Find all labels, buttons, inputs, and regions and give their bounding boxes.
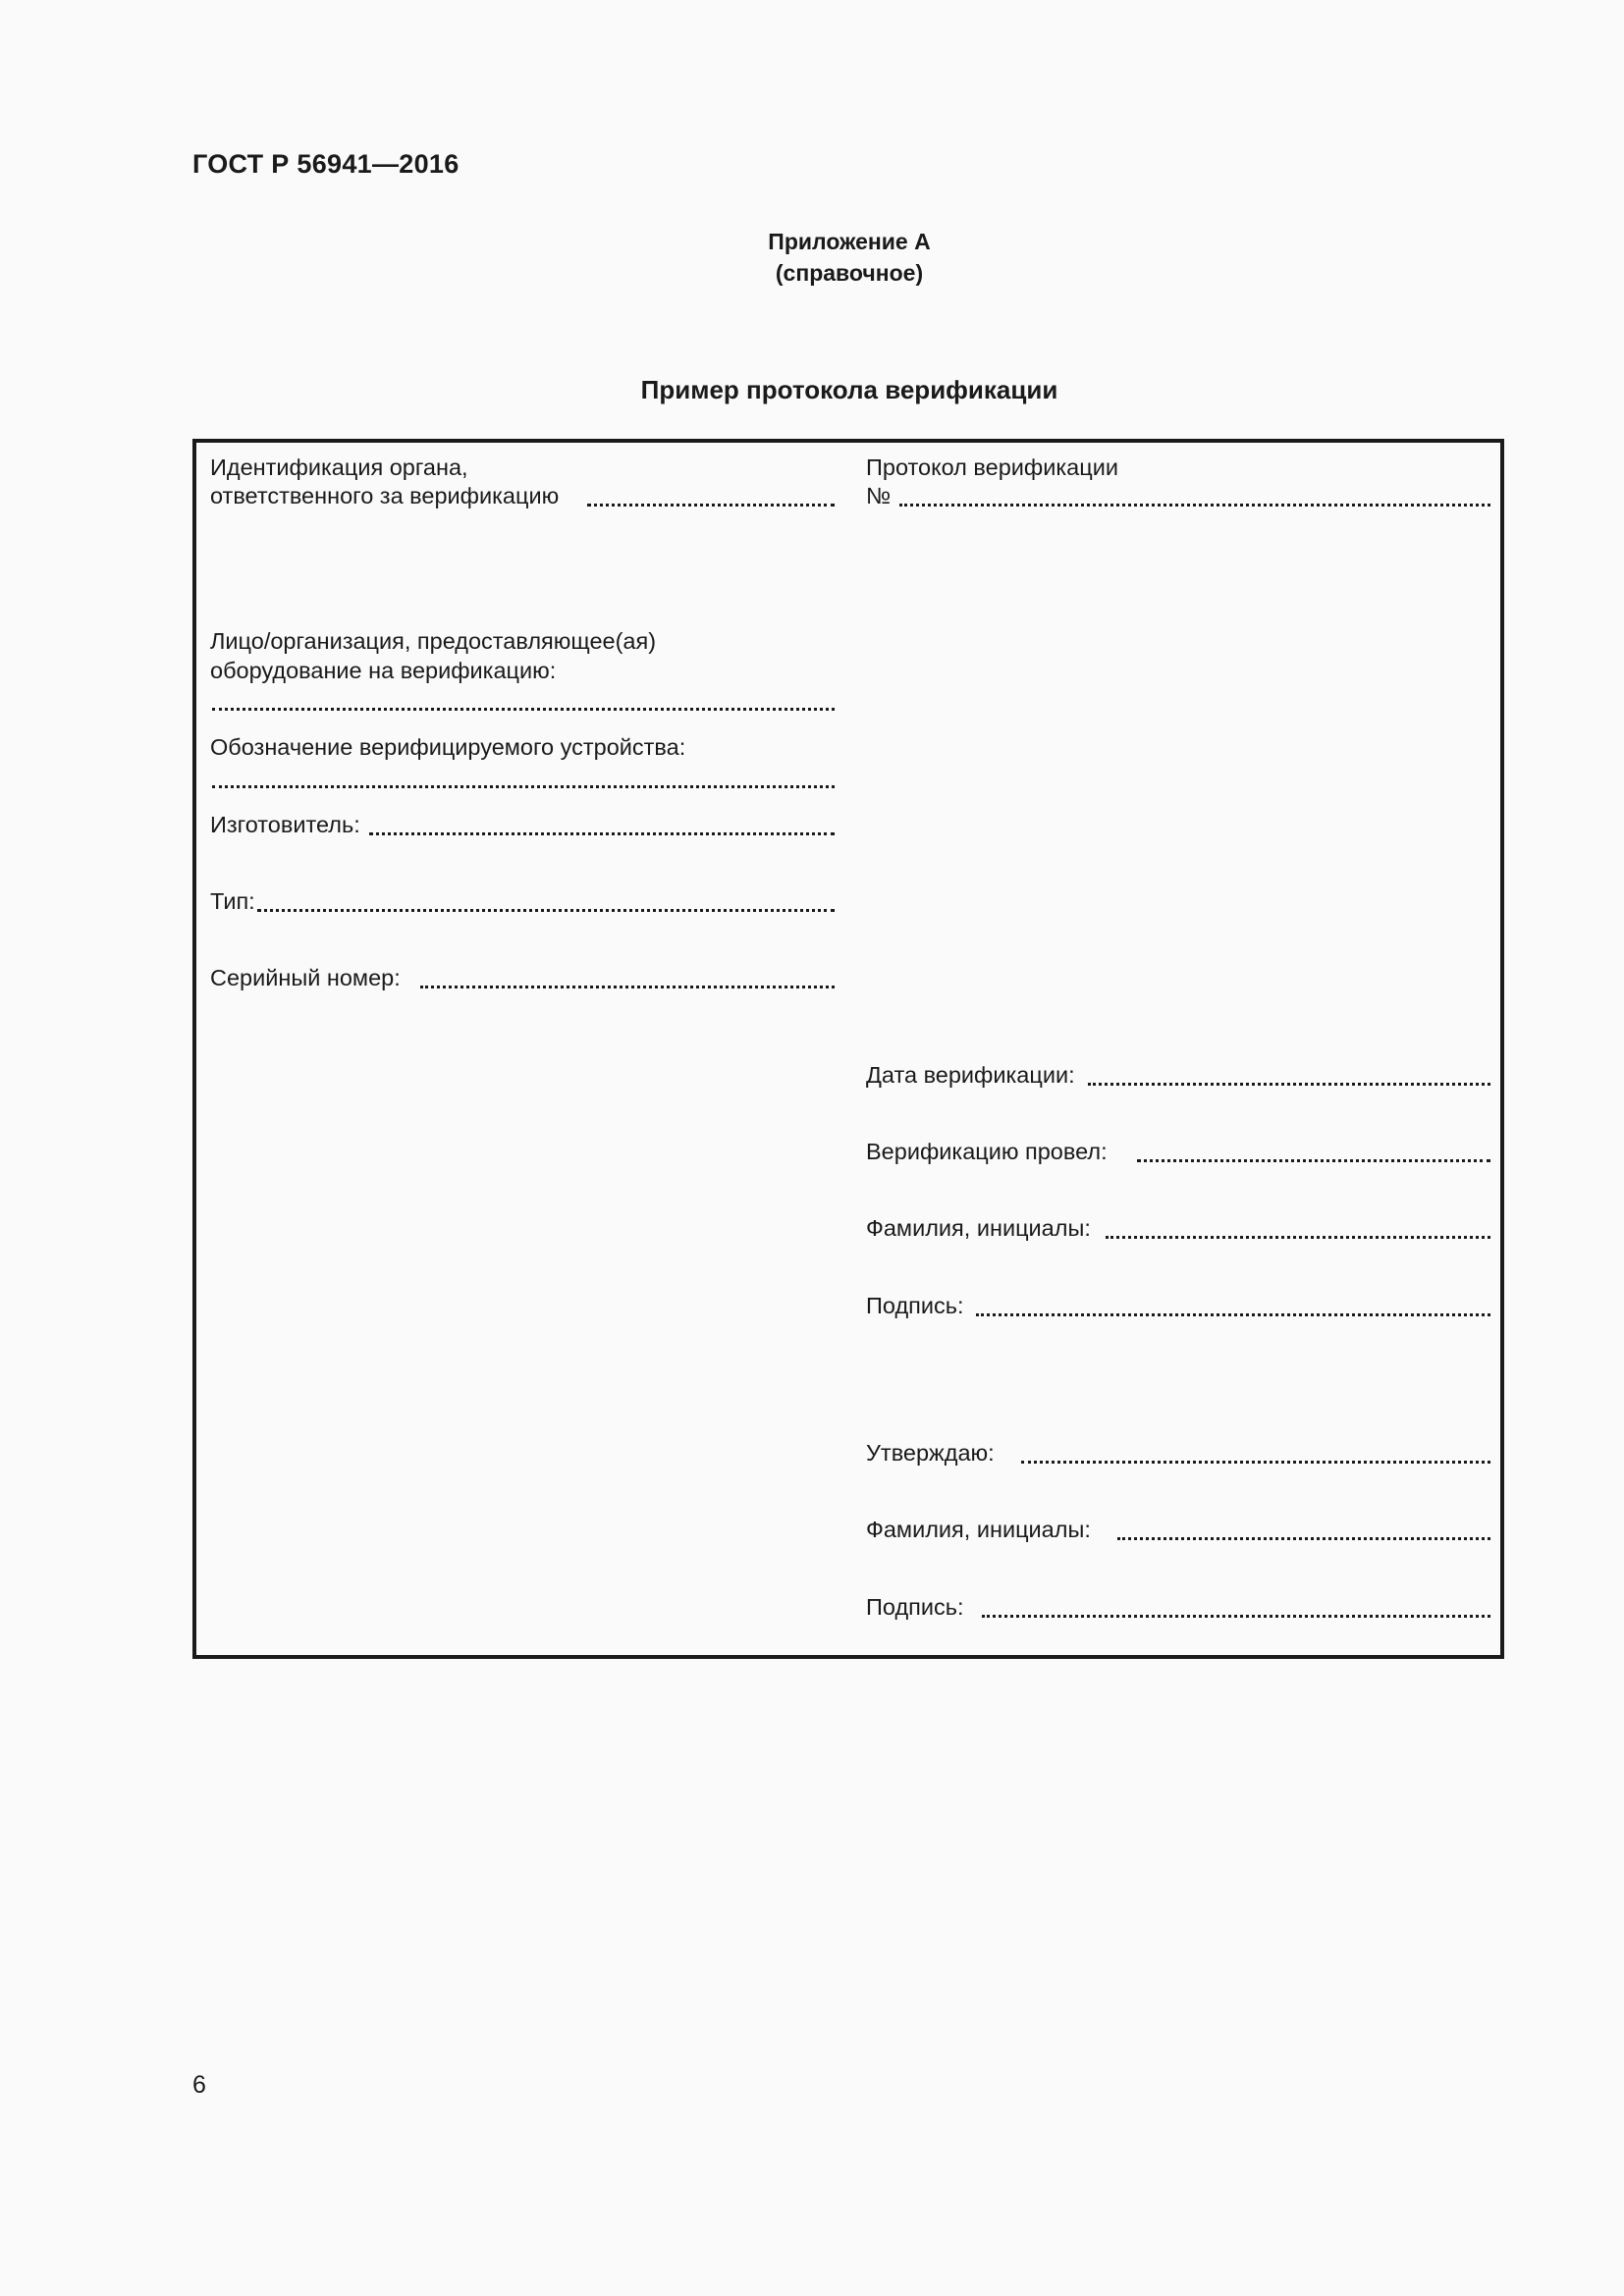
manufacturer-field[interactable] [369,832,835,835]
date-label: Дата верификации: [866,1062,1075,1088]
protocol-form-frame [192,439,1504,1659]
sign1-label: Подпись: [866,1293,964,1318]
sign1-field[interactable] [976,1313,1490,1316]
page-number: 6 [192,2071,206,2099]
type-field[interactable] [257,909,835,912]
annex-title: Приложение А [768,229,931,254]
org-label-line2: ответственного за верификацию [210,483,560,508]
org-label-line1: Идентификация органа, [210,454,468,480]
name1-label: Фамилия, инициалы: [866,1215,1091,1241]
standard-code: ГОСТ Р 56941—2016 [192,149,460,179]
serial-label: Серийный номер: [210,965,401,990]
protocol-label: Протокол верификации [866,454,1118,480]
device-field[interactable] [212,785,835,788]
type-label: Тип: [210,888,255,914]
person-label-line2: оборудование на верификацию: [210,658,557,683]
date-field[interactable] [1088,1083,1490,1086]
sign2-field[interactable] [982,1615,1490,1618]
protocol-number-sign: № [866,483,892,508]
approve-field[interactable] [1021,1461,1490,1464]
sign2-label: Подпись: [866,1594,964,1620]
person-field[interactable] [212,708,835,711]
form-title: Пример протокола верификации [640,375,1058,404]
name2-label: Фамилия, инициалы: [866,1517,1091,1542]
manufacturer-label: Изготовитель: [210,812,360,837]
org-field[interactable] [587,504,835,507]
approve-label: Утверждаю: [866,1440,995,1466]
serial-field[interactable] [420,986,835,988]
verified-by-field[interactable] [1137,1159,1490,1162]
device-label: Обозначение верифицируемого устройства: [210,734,686,760]
person-label-line1: Лицо/организация, предоставляющее(ая) [210,628,657,654]
name1-field[interactable] [1106,1236,1490,1239]
protocol-number-field[interactable] [899,504,1490,507]
verified-by-label: Верификацию провел: [866,1139,1108,1164]
name2-field[interactable] [1117,1537,1490,1540]
annex-type: (справочное) [775,260,924,286]
